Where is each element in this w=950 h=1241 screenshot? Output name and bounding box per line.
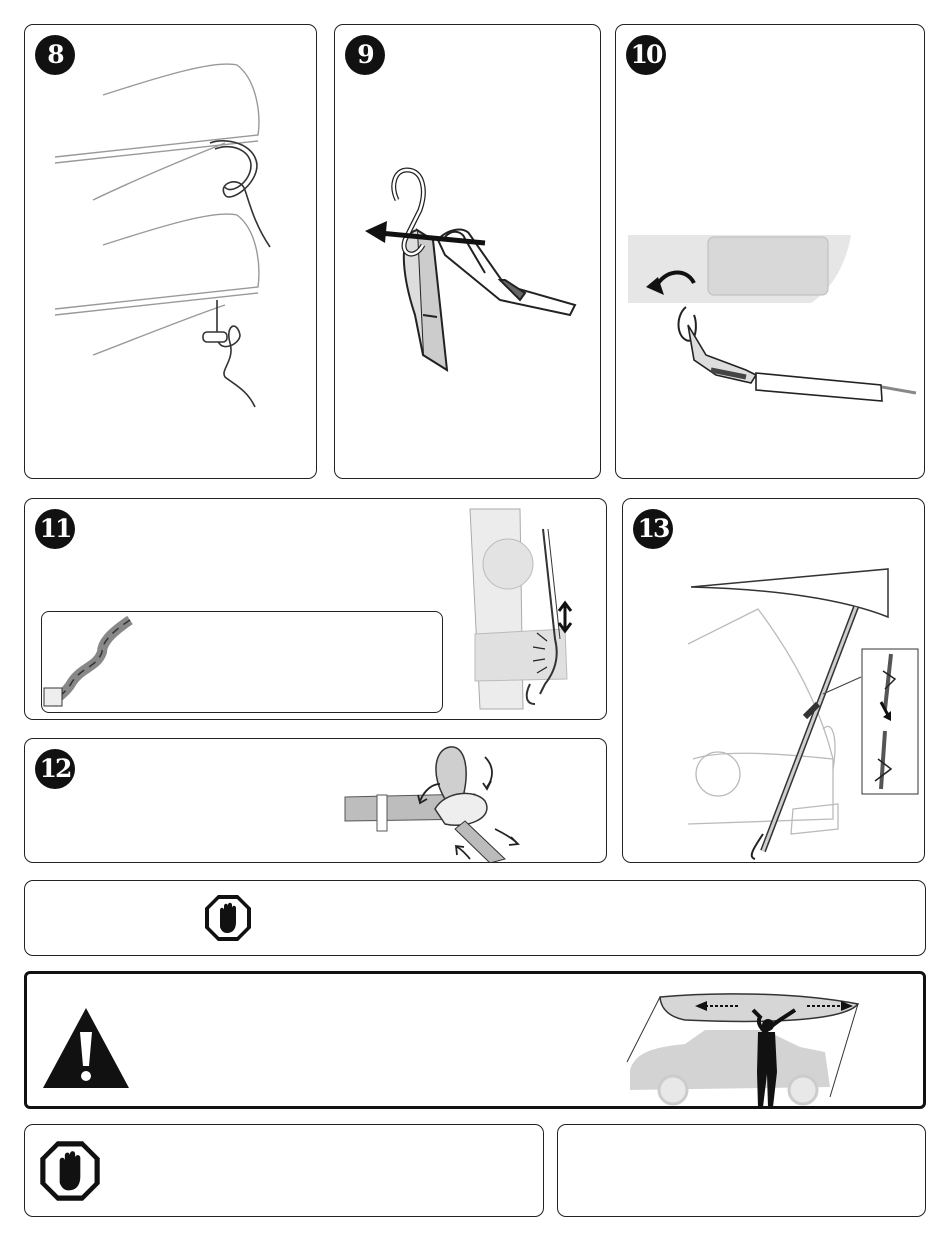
step-10-panel [615, 24, 925, 479]
step-13-vehicle-strap-illustration [623, 499, 925, 863]
step-10-badge: 10 [626, 35, 666, 75]
step-8-badge: 8 [35, 35, 75, 75]
step-9-illustration [335, 25, 601, 479]
warning-exclamation-icon [41, 1006, 131, 1090]
bottom-stop-panel [24, 1124, 544, 1217]
stop-hand-icon [39, 1140, 101, 1202]
stop-note-panel [24, 880, 926, 956]
step-9-badge: 9 [345, 35, 385, 75]
step-12-badge: 12 [35, 749, 75, 789]
step-9-panel [334, 24, 601, 479]
step-8-panel [24, 24, 317, 479]
step-12-panel [24, 738, 607, 863]
step-13-badge: 13 [633, 509, 673, 549]
step-11-badge: 11 [35, 509, 75, 549]
step-13-panel [622, 498, 925, 863]
stop-hand-icon [204, 894, 252, 942]
loading-vehicle-illustration [625, 992, 865, 1109]
step-8-illustration [25, 25, 317, 479]
step-11-panel [24, 498, 607, 720]
step-11-hood-hook-illustration [25, 499, 607, 720]
bottom-note-panel [557, 1124, 926, 1217]
step-10-illustration [616, 25, 925, 479]
step-12-strap-knot-illustration [25, 739, 607, 863]
warning-panel [24, 971, 926, 1109]
